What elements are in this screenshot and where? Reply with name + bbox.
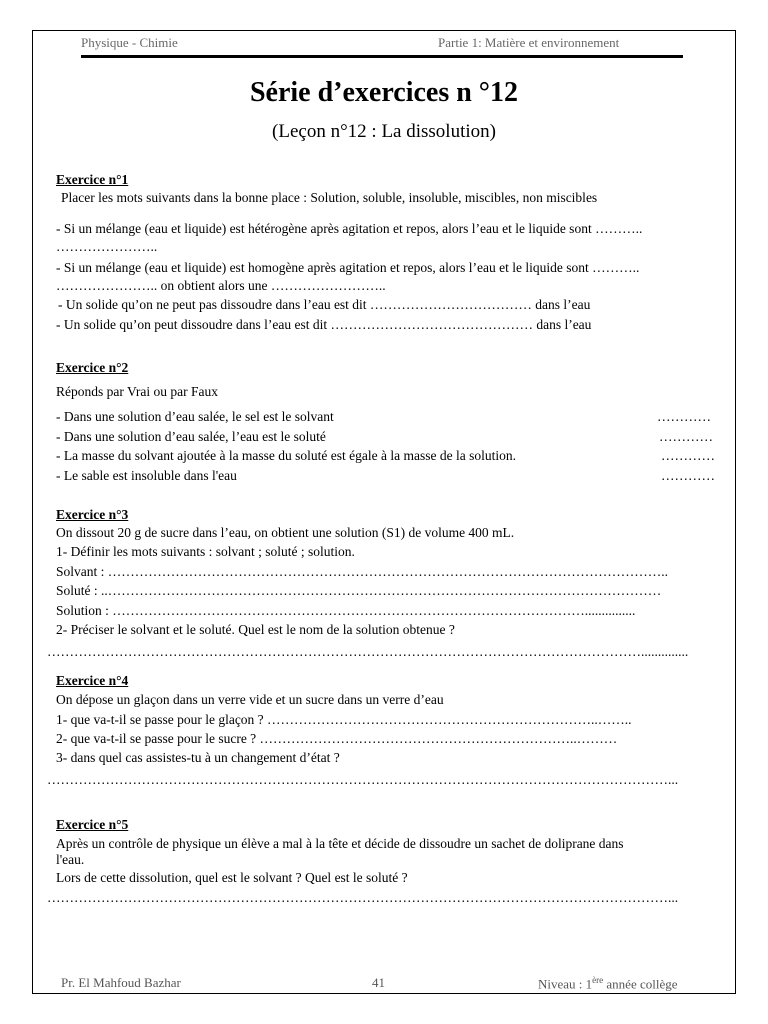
worksheet-page <box>32 30 736 994</box>
page-title: Série d’exercices n °12 <box>249 77 519 108</box>
ex5-line1: Après un contrôle de physique un élève a mal à la tête et décide de dissoudre un sachet de doliprane dans <box>56 836 624 851</box>
ex2-item-blank: ………… <box>657 409 711 424</box>
ex3-answer-line: …………………………………………………………………………………………………………………….............. <box>47 644 689 659</box>
footer-level-sup: ère <box>592 975 604 985</box>
ex2-item-text: - Dans une solution d’eau salée, l’eau est le soluté <box>56 429 326 444</box>
ex3-solute: Soluté : ..…………………………………………………………………………………………………………… <box>56 583 662 598</box>
ex2-heading: Exercice n°2 <box>56 360 129 375</box>
ex4-line2: 1- que va-t-il se passe pour le glaçon ? ………………………………………………………………..…….. <box>56 712 632 727</box>
ex1-line4: - Un solide qu’on peut dissoudre dans l’eau est dit ……………………………………… dans l’eau <box>56 317 592 332</box>
ex2-item-blank: ………… <box>661 448 715 463</box>
page-subtitle: (Leçon n°12 : La dissolution) <box>272 121 496 142</box>
ex2-item-blank: ………… <box>659 429 713 444</box>
ex3-heading: Exercice n°3 <box>56 507 129 522</box>
ex3-line1: On dissout 20 g de sucre dans l’eau, on obtient une solution (S1) de volume 400 mL. <box>56 525 515 540</box>
ex4-line4: 3- dans quel cas assistes-tu à un changement d’état ? <box>56 750 340 765</box>
ex1-line1: - Si un mélange (eau et liquide) est hétérogène après agitation et repos, alors l’eau et le liquide sont ……….. <box>56 221 643 236</box>
ex5-heading: Exercice n°5 <box>56 817 129 832</box>
ex3-solution: Solution : ……………………………………………………………………………………………............... <box>56 603 636 618</box>
ex2-item-text: - La masse du solvant ajoutée à la masse du soluté est égale à la masse de la solution. <box>56 448 516 463</box>
ex2-instruction: Réponds par Vrai ou par Faux <box>56 384 219 399</box>
ex4-heading: Exercice n°4 <box>56 673 129 688</box>
ex1-line3: - Un solide qu’on ne peut pas dissoudre dans l’eau est dit ……………………………… dans l’eau <box>58 297 591 312</box>
ex3-line2: 1- Définir les mots suivants : solvant ; soluté ; solution. <box>56 544 355 559</box>
ex1-line1b: ………………….. <box>56 239 158 254</box>
ex5-line3: Lors de cette dissolution, quel est le solvant ? Quel est le soluté ? <box>56 870 408 885</box>
ex5-line2: l'eau. <box>56 852 85 867</box>
ex1-line2b: ………………….. on obtient alors une …………………….. <box>56 278 386 293</box>
header-part: Partie 1: Matière et environnement <box>438 35 620 50</box>
ex2-item-text: - Dans une solution d’eau salée, le sel est le solvant <box>56 409 334 424</box>
footer-level <box>538 975 678 992</box>
ex5-answer-line: …………………………………………………………………………………………………………………………... <box>47 890 679 905</box>
ex1-heading: Exercice n°1 <box>56 172 129 187</box>
ex2-item-blank: ………… <box>661 468 715 483</box>
ex4-line3: 2- que va-t-il se passe pour le sucre ? ……………………………………………………………..……… <box>56 731 618 746</box>
ex3-solvant: Solvant : …………………………………………………………………………………………………………….. <box>56 564 669 579</box>
ex3-line6: 2- Préciser le solvant et le soluté. Quel est le nom de la solution obtenue ? <box>56 622 455 637</box>
footer-author: Pr. El Mahfoud Bazhar <box>61 975 181 990</box>
footer-level-prefix: Niveau : 1 <box>538 976 593 992</box>
ex2-item-text: - Le sable est insoluble dans l'eau <box>56 468 237 483</box>
footer-page-number: 41 <box>372 975 385 990</box>
ex1-line2: - Si un mélange (eau et liquide) est homogène après agitation et repos, alors l’eau et le liquide sont ……….. <box>56 260 640 275</box>
header-subject: Physique - Chimie <box>81 35 178 50</box>
header-rule <box>81 55 683 58</box>
footer-level-suffix: année collège <box>603 976 678 992</box>
ex4-answer-line: …………………………………………………………………………………………………………………………... <box>47 772 679 787</box>
ex1-instruction: Placer les mots suivants dans la bonne place : Solution, soluble, insoluble, miscibles, non miscibles <box>61 190 598 205</box>
ex4-line1: On dépose un glaçon dans un verre vide et un sucre dans un verre d’eau <box>56 692 444 707</box>
